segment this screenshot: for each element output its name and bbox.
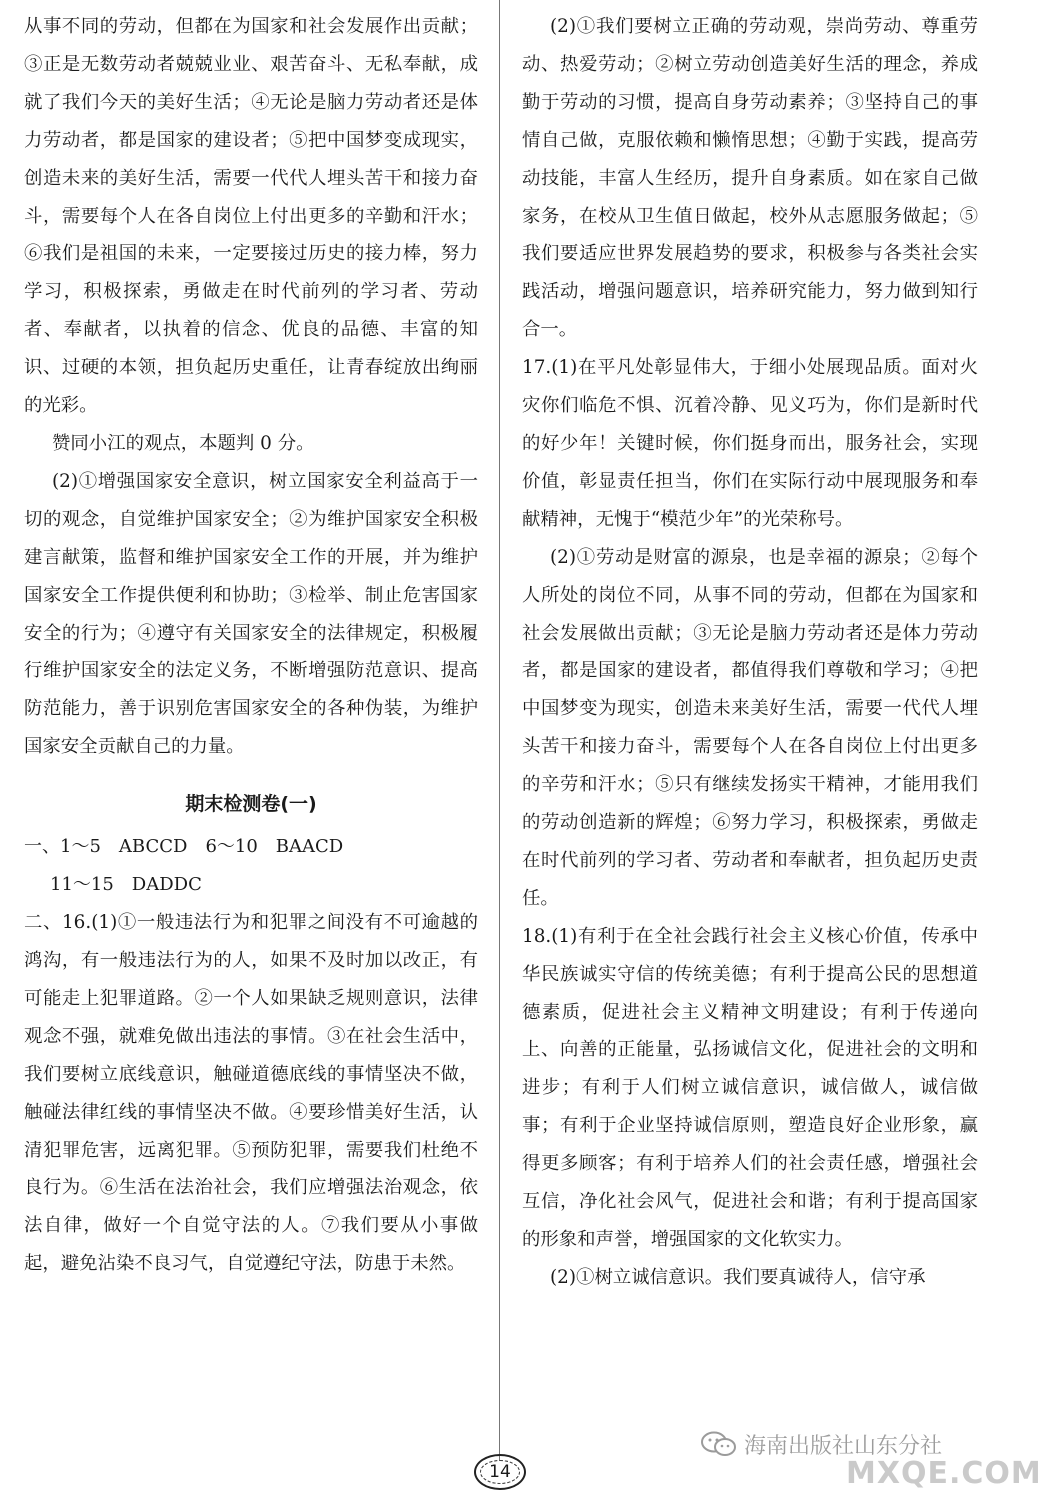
question-16: 二、16.(1)①一般违法行为和犯罪之间没有不可逾越的鸿沟，有一般违法行为的人，如果不及时加以改正，有可能走上犯罪道路。②一个人如果缺乏规则意识，法律观念不强，就难免做出违法的事情。③在社会生活中，我们要树立底线意识，触碰道德底线的事情坚决不做，触碰法律红线的事情坚决不做。④要珍惜美好生活，认清犯罪危害，远离犯罪。⑤预防犯罪，需要我们杜绝不良行为。⑥生活在法治社会，我们应增强法治观念，依法自律，做好一个自觉守法的人。⑦我们要从小事做起，避免沾染不良习气，自觉遵纪守法，防患于未然。 [24, 912, 478, 1275]
question-17-part-2: (2)①劳动是财富的源泉，也是幸福的源泉；②每个人所处的岗位不同，从事不同的劳动，但都在为国家和社会发展做出贡献；③无论是脑力劳动者还是体力劳动者，都是国家的建设者，都值得我们尊敬和学习；④把中国梦变为现实，创造未来美好生活，需要一代代人埋头苦干和接力奋斗，需要每个人在各自岗位上付出更多的辛劳和汗水；⑤只有继续发扬实干精神，才能用我们的劳动创造新的辉煌；⑥努力学习，积极探索，勇做走在时代前列的学习者、劳动者和奉献者，担负起历史责任。 [522, 546, 978, 909]
question-17-part-1: 17.(1)在平凡处彰显伟大，于细小处展现品质。面对火灾你们临危不惧、沉着冷静、见义巧为，你们是新时代的好少年！关键时候，你们挺身而出，服务社会，实现价值，彰显责任担当，你们在实际行动中展现服务和奉献精神，无愧于“模范少年”的光荣称号。 [522, 357, 978, 530]
wechat-icon [700, 1430, 738, 1458]
score-note: 赞同小江的观点，本题判 0 分。 [52, 432, 315, 454]
left-paragraph-2: (2)①增强国家安全意识，树立国家安全利益高于一切的观念，自觉维护国家安全；②为维护国家安全积极建言献策，监督和维护国家安全工作的开展，并为维护国家安全工作提供便利和协助；③检举、制止危害国家安全的行为；④遵守有关国家安全的法律规定，积极履行维护国家安全的法定义务，不断增强防范意识、提高防范能力，善于识别危害国家安全的各种伪装，为维护国家安全贡献自己的力量。 [24, 470, 478, 758]
section-heading: 期末检测卷(一) [185, 793, 317, 816]
left-column [24, 8, 478, 1283]
question-18-part-2: (2)①树立诚信意识。我们要真诚待人，信守承 [550, 1266, 926, 1288]
right-paragraph-1: (2)①我们要树立正确的劳动观，崇尚劳动、尊重劳动、热爱劳动；②树立劳动创造美好生活的理念，养成勤于劳动的习惯，提高自身劳动素养；③坚持自己的事情自己做，克服依赖和懒惰思想；④勤于实践，提高劳动技能，丰富人生经历，提升自身素质。如在家自己做家务，在校从卫生值日做起，校外从志愿服务做起；⑤我们要适应世界发展趋势的要求，积极参与各类社会实践活动，增强问题意识，培养研究能力，努力做到知行合一。 [522, 16, 978, 341]
answers-line-2: 11～15 DADDC [50, 874, 202, 896]
left-paragraph-1: 从事不同的劳动，但都在为国家和社会发展作出贡献；③正是无数劳动者兢兢业业、艰苦奋斗、无私奉献，成就了我们今天的美好生活；④无论是脑力劳动者还是体力劳动者，都是国家的建设者；⑤把中国梦变成现实，创造未来的美好生活，需要一代代人埋头苦干和接力奋斗，需要每个人在各自岗位上付出更多的辛勤和汗水；⑥我们是祖国的未来，一定要接过历史的接力棒，努力学习，积极探索，勇做走在时代前列的学习者、劳动者、奉献者，以执着的信念、优良的品德、丰富的知识、过硬的本领，担负起历史重任，让青春绽放出绚丽的光彩。 [24, 16, 478, 417]
choice-answers [24, 828, 478, 904]
column-divider [499, 0, 500, 1460]
page-number-text: 14 [489, 1462, 511, 1482]
watermark-text: 海南出版社山东分社 [744, 1433, 943, 1459]
answers-line-1: 一、1～5 ABCCD 6～10 BAACD [24, 836, 344, 858]
watermark-site: MXQE.COM [846, 1456, 1042, 1491]
page-number [474, 1454, 526, 1490]
right-column [522, 8, 978, 1297]
question-18-part-1: 18.(1)有利于在全社会践行社会主义核心价值，传承中华民族诚实守信的传统美德；有利于提高公民的思想道德素质，促进社会主义精神文明建设；有利于传递向上、向善的正能量，弘扬诚信文化，促进社会的文明和进步；有利于人们树立诚信意识，诚信做人，诚信做事；有利于企业坚持诚信原则，塑造良好企业形象，赢得更多顾客；有利于培养人们的社会责任感，增强社会互信，净化社会风气，促进社会和谐；有利于提高国家的形象和声誉，增强国家的文化软实力。 [522, 925, 978, 1250]
